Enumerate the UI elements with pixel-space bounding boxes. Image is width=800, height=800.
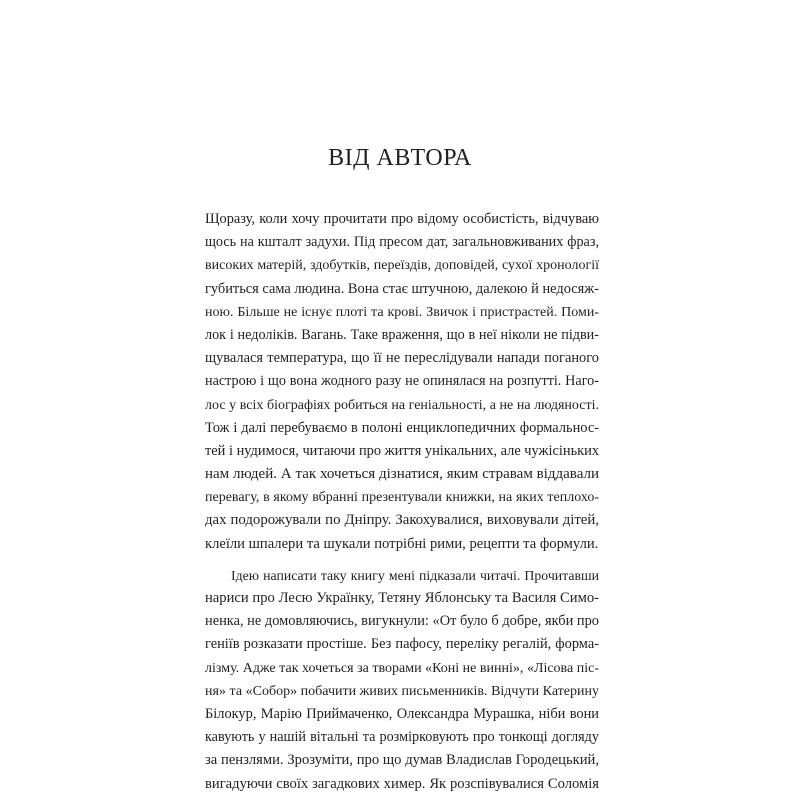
text-line: кавують у нашій вітальні та розмірковують про тонкощі догляду bbox=[205, 729, 599, 746]
text-line: губиться сама людина. Вона стає штучною, далекою й недосяж- bbox=[205, 280, 599, 297]
text-line: ненка, не домовляючись, вигукнули: «От було б добре, якби про bbox=[205, 613, 599, 630]
text-line: щувалася температура, що її не переслідували напади поганого bbox=[205, 350, 599, 367]
text-line: щось на кшталт задухи. Під пресом дат, загальновживаних фраз, bbox=[205, 234, 599, 251]
text-line: геніїв розказати простіше. Без пафосу, переліку регалій, форма- bbox=[205, 636, 599, 653]
paragraph-2 bbox=[205, 564, 599, 796]
text-line: клеїли шпалери та шукали потрібні рими, рецепти та формули. bbox=[205, 535, 599, 552]
chapter-body bbox=[205, 208, 599, 796]
text-line: Ідею написати таку книгу мені підказали читачі. Прочитавши bbox=[231, 567, 599, 583]
text-line: нам людей. А так хочеться дізнатися, яким стравам віддавали bbox=[205, 466, 599, 483]
text-line: ною. Більше не існує плоті та крові. Звичок і пристрастей. Поми- bbox=[205, 304, 599, 320]
text-line: Щоразу, коли хочу прочитати про відому особистість, відчуваю bbox=[205, 211, 599, 227]
paragraph-1 bbox=[205, 208, 599, 556]
text-line: настрою і що вона жодного разу не опинялася на розпутті. Наго- bbox=[205, 373, 599, 390]
chapter-title: ВІД АВТОРА bbox=[328, 145, 472, 171]
text-line: перевагу, в якому вбранні презентували книжки, на яких теплохо- bbox=[205, 490, 599, 506]
text-line: вигадуючи своїх загадкових химер. Як розспівувалися Соломія bbox=[205, 775, 599, 792]
text-line: ня» та «Собор» побачити живих письменників. Відчути Катерину bbox=[205, 683, 599, 699]
text-line: Білокур, Марію Приймаченко, Олександра Мурашка, ніби вони bbox=[205, 705, 599, 722]
text-line: дах подорожували по Дніпру. Закохувалися, виховували дітей, bbox=[205, 512, 599, 529]
text-line: за пензлями. Зрозуміти, про що думав Владислав Городецький, bbox=[205, 752, 599, 769]
text-line: високих матерій, здобутків, переїздів, доповідей, сухої хронології bbox=[205, 258, 599, 274]
text-line: Тож і далі перебуваємо в полоні енциклопедичних формальнос- bbox=[205, 419, 599, 436]
text-line: нариси про Лесю Українку, Тетяну Яблонську та Василя Симо- bbox=[205, 590, 599, 606]
text-line: тей і нудимося, читаючи про життя унікальних, але чужісіньких bbox=[205, 442, 600, 459]
text-line: лос у всіх біографіях робиться на геніальності, а не на людяності. bbox=[205, 397, 599, 413]
text-line: лок і недоліків. Вагань. Таке враження, що в неї ніколи не підви- bbox=[205, 326, 599, 343]
text-line: лізму. Адже так хочеться за творами «Коні не винні», «Лісова піс- bbox=[205, 660, 599, 676]
